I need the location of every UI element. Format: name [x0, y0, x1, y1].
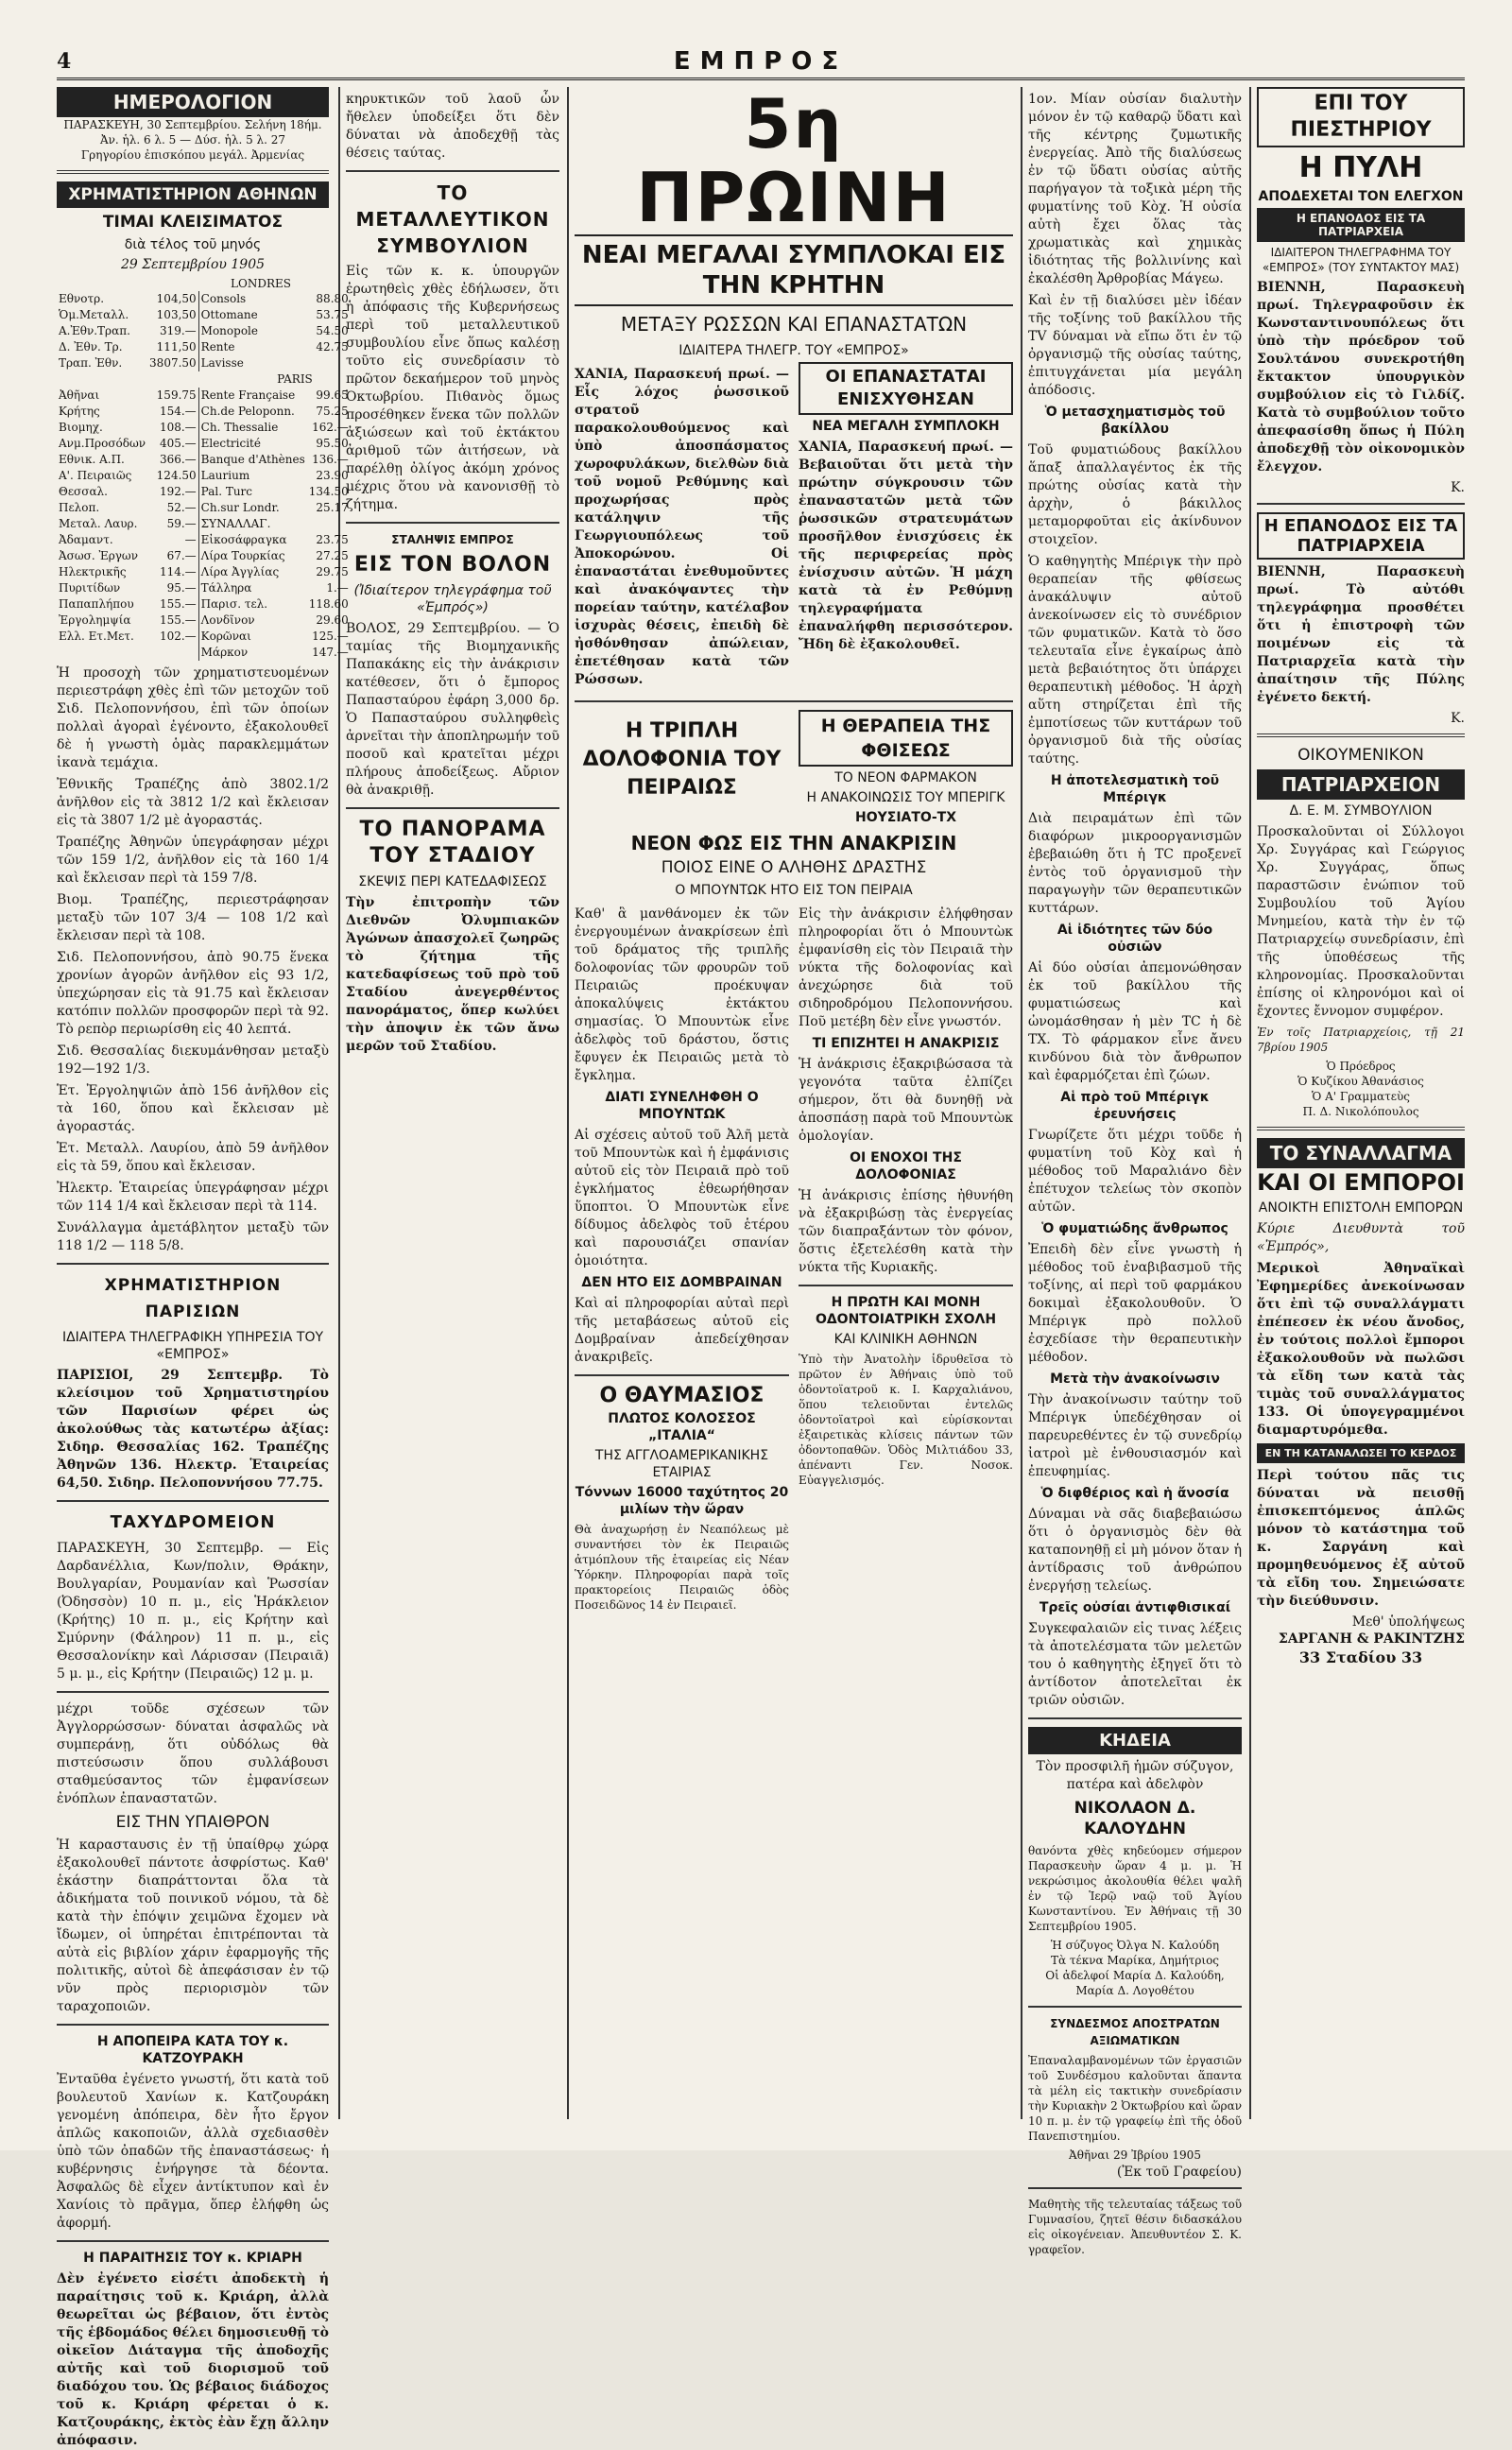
quote-value: 88.80: [316, 292, 349, 305]
quote-name: Lavisse: [198, 355, 307, 371]
merchants-salutation: Κύριε Διευθυντὰ τοῦ «Ἐμπρός»,: [1257, 1221, 1465, 1254]
quote-name: Ch.de Peloponn.: [198, 404, 307, 420]
panorama-title: ΤΟ ΠΑΝΟΡΑΜΑ ΤΟΥ ΣΤΑΔΙΟΥ: [359, 818, 546, 868]
italia-sub3: Τόννων 16000 ταχύτητος 20 μιλίων τὴν ὥραν: [575, 1485, 789, 1517]
open-air-body: Ἡ καρασταυσις ἐν τῇ ὑπαίθρῳ χώρᾳ ἐξακολουθεῖ πάντοτε ἀσφρίστως. Καθ' ἑκάστην διαπράττονται ὅλα τὰ ἀδικήματα τοῦ ποινικοῦ νόμου, τὰ δὲ κατὰ τὴν ἐπόψιν χειμῶνα ἔχομεν νὰ ἴδωμεν, οἱ ὑπηρέται ἐπιτρέπονται τὰ αὐτὰ εἰς βιβλίον χάριν ἐφαρμογῆς τῆς πολιτικῆς, αὐτοὶ δὲ ἀπεφάσισαν ἐν τῷ νῦν πρὸς περιορισμὸν τῶν ταραχοποιῶν.: [57, 1838, 329, 2014]
col4-top-text: 1ον. Μίαν οὐσίαν διαλυτὴν μόνον ἐν τῷ καθαρῷ ὕδατι καὶ τῆς κέντρης ζυμωτικῆς ἐνεργείας. Ἀπὸ τῆς διαλύσεως ἐν τῷ ὕδατι οὐσίας αὐτῆς παρήγαγον τὰ τοξικὰ μέρη τῆς φυματίνης τοῦ Κὸχ. Ἡ οὐσία αὐτὴ ἔχει ὅλας τὰς χρωματικὰς καὶ χημικὰς ἰδιότητας τῆς βολλινίνης καὶ ἐκαλέσθη Ἀρθροβίας Μάγεω.: [1028, 92, 1242, 286]
piraeus-sub3: Ο ΜΠΟΥΝΤΩΚ ΗΤΟ ΕΙΣ ΤΟΝ ΠΕΙΡΑΙΑ: [675, 883, 913, 898]
quote-value: 134.50: [308, 485, 349, 498]
funeral-intro: Τὸν προσφιλῆ ἡμῶν σύζυγον, πατέρα καὶ ἀδελφὸν: [1036, 1759, 1234, 1792]
quote-name: Ch.sur Londr.: [198, 500, 307, 516]
quote-name: Ch. Thessalie: [198, 420, 307, 436]
therapy-p2: Ἐπειδὴ δὲν εἶνε γνωστὴ ἡ μέθοδος τοῦ ἐναβιβασμοῦ τῆς τοξίνης, αἱ περὶ τοῦ φαρμάκου δοκιμαὶ ἐξακολουθοῦν. Ὁ Μπέριγκ πρὸ πολλοῦ ἐσχεδίασε τὴν θεραπευτικὴν μέθοδον.: [1028, 1242, 1242, 1365]
veterans-sign: (Ἐκ τοῦ Γραφείου): [1116, 2165, 1242, 2180]
patriarchate-sign4: Π. Δ. Νικολόπουλος: [1302, 1105, 1419, 1118]
column-5: [1257, 87, 1465, 2119]
quote-row: [57, 580, 351, 596]
therapy-sub1: ΤΟ ΝΕΟΝ ΦΑΡΜΑΚΟΝ: [834, 770, 977, 785]
quote-row: [57, 612, 351, 629]
quote-name: Laurium: [198, 468, 307, 484]
funeral-title: ΚΗΔΕΙΑ: [1028, 1727, 1242, 1754]
quote-name: Banque d'Athènes: [198, 452, 307, 468]
merchants-title2: ΚΑΙ ΟΙ ΕΜΠΟΡΟΙ: [1257, 1169, 1465, 1196]
reinforce-subtitle: ΝΕΑ ΜΕΓΑΛΗ ΣΥΜΠΛΟΚΗ: [812, 419, 1000, 434]
quote-row: [57, 596, 351, 612]
quote-row: [57, 484, 351, 500]
quote-name: Θεσσαλ.: [59, 485, 108, 498]
lead-text: κηρυκτικῶν τοῦ λαοῦ ὧν ἤθελεν ὑποδείξει ὅτι δὲν δύναται νὰ ἀποδεχθῇ τὰς θέσεις ταύτας.: [346, 92, 559, 161]
volos-subtitle: (Ἰδιαίτερον τηλεγράφημα τοῦ «Ἐμπρός»): [353, 583, 552, 615]
quote-value: 102.—: [159, 630, 197, 643]
exchange-subtitle: ΤΙΜΑΙ ΚΛΕΙΣΙΜΑΤΟΣ: [102, 213, 284, 232]
accused-title: ΟΙ ΕΝΟΧΟΙ ΤΗΣ ΔΟΛΟΦΟΝΙΑΣ: [850, 1150, 962, 1182]
volos-title: ΕΙΣ ΤΟΝ ΒΟΛΟΝ: [353, 553, 552, 577]
therapy-p4-title: Τρεῖς οὐσίαι ἀντιφθισικαί: [1039, 1600, 1231, 1615]
funeral-children: Τὰ τέκνα Μαρίκα, Δημήτριος: [1050, 1954, 1220, 1967]
post-body: ΠΑΡΑΣΚΕΥΗ, 30 Σεπτεμβρ. — Εἰς Δαρδανέλλια, Κων/πολιν, Θράκην, Βουλγαρίαν, Ρουμανίαν καὶ Ῥωσσίαν (Ὀδησσὸν) 10 π. μ., εἰς Ἡράκλειον (Κρήτης) 10 π. μ., εἰς Κρήτην καὶ Σμύρνην (Φάληρον) 11 π. μ., εἰς Θεσσαλονίκην καὶ Λάρισσαν (Πειραιᾶ) 5 μ. μ., εἰς Κρήτην (Πειραιῶς) 12 μ. μ.: [57, 1541, 329, 1682]
piraeus-sub1: ΝΕΟΝ ΦΩΣ ΕΙΣ ΤΗΝ ΑΝΑΚΡΙΣΙΝ: [630, 832, 957, 854]
panorama-body: Τὴν ἐπιτροπὴν τῶν Διεθνῶν Ὀλυμπιακῶν Ἀγώνων ἀπασχολεῖ ζωηρῶς τὸ ζήτημα τῆς κατεδαφίσεως τοῦ πρὸ τοῦ Σταδίου ἀνεγερθέντος πανοράματος, ὅπερ κωλύει τὴν ἀποψιν ἐκ τῶν ἄνω μερῶν τοῦ Σταδίου.: [346, 895, 559, 1054]
page-header: [57, 45, 1465, 80]
funeral-siblings: Οἱ ἀδελφοί Μαρία Δ. Καλούδη, Μαρία Δ. Λογοθέτου: [1045, 1969, 1225, 1997]
col4-right-p2-title: Η ἀποτελεσματικὴ τοῦ Μπέριγκ: [1050, 773, 1220, 805]
column-1: [57, 87, 349, 2448]
quote-value: 114.—: [159, 565, 197, 578]
quote-value: 54.50: [316, 324, 349, 337]
quote-name: Ἀδαμαντ.: [59, 533, 113, 546]
col4-right-p0: Καὶ ἐν τῇ διαλύσει μὲν ἰδέαν τῆς τοξίνης τοῦ βακίλλου τῆς TV δύναμαι νὰ εἴπω ὅτι ἐν τῷ ὀργανισμῷ τῆς οὐσίας ταύτης, ἐπιτυγχάνεται μία μεγάλη ἀπόδοσις.: [1028, 293, 1242, 398]
exchange-paragraph: Ἑτ. Ἐργοληψιῶν ἀπὸ 156 ἀνῆλθον εἰς τὰ 160, ὅπου καὶ ἔκλεισαν μὲ ἀγοραστάς.: [57, 1083, 329, 1134]
mining-body: Εἰς τῶν κ. κ. ὑπουργῶν ἐρωτηθεὶς χθὲς ἐδήλωσεν, ὅτι ἡ ἀπόφασις τῆς Κυβερνήσεως περὶ τοῦ μεταλλευτικοῦ συμβουλίου εἶνε ὅπως καλέσῃ τοῦτο εἰς συνεδρίασιν τὸ πρῶτον δεκαήμερον τοῦ μηνὸς Ὀκτωβρίου. Πιθανὸς ὅμως προσέθηκεν ἕνεκα τῶν πολλῶν ἀξιώσεων καὶ τοῦ ἐκτάκτου ἀριθμοῦ τῶν ἀιτήσεων, νὰ παρέλθῃ ὀλίγος ἀκόμη χρόνος μέχρις ὅτου νὰ κανονισθῇ τὸ ζήτημα.: [346, 264, 559, 512]
col4-right-p4-title: Μετὰ τὴν ἀνακοίνωσιν: [1050, 1372, 1220, 1387]
quote-name: Monopole: [198, 323, 307, 339]
merchants-sub: ΑΝΟΙΚΤΗ ΕΠΙΣΤΟΛΗ ΕΜΠΟΡΩΝ: [1258, 1200, 1464, 1216]
col4-right-p1-title: Ὁ μετασχηματισμὸς τοῦ βακίλλου: [1044, 405, 1226, 437]
column-rule: [1249, 87, 1251, 2119]
piraeus-body-b: Εἰς τὴν ἀνάκρισιν ἐλήφθησαν πληροφορίαι ὅτι ὁ Μπουντὼκ ἐμφανίσθη εἰς τὸν Πειραιᾶ τὴν νύκτα τῆς δολοφονίας καὶ ἀνεχώρησε διὰ τοῦ σιδηροδρόμου Πελοποννήσου. Ποῦ μετέβη δὲν εἶνε γνωστόν.: [799, 906, 1013, 1029]
subcolumn-left: [575, 710, 789, 829]
quote-name: Electricité: [198, 436, 307, 452]
paris-exchange-subtitle: ΙΔΙΑΙΤΕΡΑ ΤΗΛΕΓΡΑΦΙΚΗ ΥΠΗΡΕΣΙΑ ΤΟΥ «ΕΜΠΡΟΣ»: [61, 1330, 324, 1362]
calendar-title: ΗΜΕΡΟΛΟΓΙΟΝ: [57, 87, 329, 117]
banner-credit: ΙΔΙΑΙΤΕΡΑ ΤΗΛΕΓΡ. ΤΟΥ «ΕΜΠΡΟΣ»: [679, 343, 909, 358]
quote-name: Λίρα Ἀγγλίας: [198, 564, 307, 580]
xania-body: ΧΑΝΙΑ, Παρασκευή πρωί. — Εἷς λόχος ῥωσσικοῦ στρατοῦ παρακολουθούμενος καὶ ὑπὸ ἀποσπάσματος χωροφυλάκων, διελθὼν διὰ τοῦ νομοῦ Ρεθύμνης καὶ προχωρήσας πρὸς κατάληψιν τῆς Γεωργιουπόλεως τοῦ Ἀποκορώνου. Οἱ ἐπαναστάται ἐνεθυμοῦντες καὶ ἀνακόψαντες τὴν πορείαν ταύτην, κατέλαβον ἰσχυρὰς θέσεις, ἐπειδὴ δὲ ἠσθόνθησαν ἀπώλειαν, ἐπετέθησαν κατὰ τῶν Ρώσσων.: [575, 367, 789, 687]
col4-right-p3-title: Αἱ πρὸ τοῦ Μπέριγκ ἐρευνήσεις: [1060, 1090, 1210, 1122]
quote-value: 23.90: [316, 469, 349, 482]
quote-value: [147, 645, 198, 661]
return-sign: Κ.: [1451, 711, 1465, 726]
patriarchate-place: Ἐν τοῖς Πατριαρχείοις, τῇ 21 7βρίου 1905: [1257, 1026, 1465, 1054]
quote-name: Εἰκοσάφραγκα: [198, 532, 307, 548]
calendar-line: Ἀν. ἡλ. 6 λ. 5 — Δύσ. ἡλ. 5 λ. 27: [99, 133, 286, 147]
quote-value: 192.—: [159, 485, 197, 498]
paris-label: PARIS: [277, 372, 313, 386]
quote-value: 124.50: [156, 469, 197, 482]
quote-name: Ανμ.Προσόδων: [59, 437, 146, 450]
no-bomb-body: Καὶ αἱ πληροφορίαι αὐταὶ περὶ τῆς μεταβάσεως αὐτοῦ εἰς Δομβραίναν ἀπεδείχθησαν ἀνακριβεῖς.: [575, 1296, 789, 1365]
quote-row: [57, 339, 351, 355]
quote-name: Ὁμ.Μεταλλ.: [59, 308, 129, 321]
quote-value: 155.—: [159, 597, 197, 611]
quote-row: [57, 404, 351, 420]
therapy-sub2: Η ΑΝΑΚΟΙΝΩΣΙΣ ΤΟΥ ΜΠΕΡΙΓΚ: [806, 790, 1005, 805]
quote-name: Δ. Ἐθν. Τρ.: [59, 340, 123, 354]
quote-value: 59.—: [166, 517, 197, 530]
merchants-sub2: ΕΝ ΤΗ ΚΑΤΑΝΑΛΩΣΕΙ ΤΟ ΚΕΡΔΟΣ: [1257, 1443, 1465, 1463]
quote-value: 29.60: [316, 613, 349, 627]
quote-value: —: [184, 533, 197, 546]
quote-value: 154.—: [159, 405, 197, 418]
quote-row: [57, 548, 351, 564]
london-label: LONDRES: [231, 277, 291, 290]
kriari-title: Η ΠΑΡΑΙΤΗΣΙΣ ΤΟΥ κ. ΚΡΙΑΡΗ: [83, 2251, 302, 2266]
column-3: [575, 84, 1013, 2119]
quote-row: [57, 323, 351, 339]
page-number: 4: [57, 49, 72, 74]
vienna-title: ΕΠΙ ΤΟΥ ΠΙΕΣΤΗΡΙΟΥ: [1257, 87, 1465, 147]
volos-pre: ΣΤΑΛΗΨΙΣ ΕΜΠΡΟΣ: [391, 533, 514, 546]
quote-value: 75.25: [316, 405, 349, 418]
quote-name: Τάλληρα: [198, 580, 307, 596]
masthead: ΕΜΠΡΟΣ: [673, 47, 849, 76]
tutor-ad: Μαθητὴς τῆς τελευταίας τάξεως τοῦ Γυμνασίου, ζητεῖ θέσιν διδασκάλου εἰς οἰκογένειαν. Ἀπευθυντέον Σ. Κ. γραφεῖον.: [1028, 2198, 1242, 2256]
subcolumn-right: [799, 902, 1013, 1616]
quote-row: [57, 291, 351, 307]
col4-right-p2: Διὰ πειραμάτων ἐπὶ τῶν διαφόρων μικροοργανισμῶν ἐβεβαιώθη ὅτι ἡ TC προξενεῖ ἐντὸς τοῦ ὀργανισμοῦ τὴν παραγωγὴν τῶν θεραπευτικῶν κυττάρων.: [1028, 811, 1242, 916]
funeral-widow: Ἡ σύζυγος Ὀλγα Ν. Καλούδη: [1050, 1939, 1220, 1952]
quote-row: [57, 420, 351, 436]
mining-title: ΤΟ ΜΕΤΑΛΛΕΥΤΙΚΟΝ ΣΥΜΒΟΥΛΙΟΝ: [355, 181, 550, 257]
kriari-body: Δὲν ἐγένετο εἰσέτι ἀποδεκτὴ ἡ παραίτησις τοῦ κ. Κριάρη, ἀλλὰ θεωρεῖται ὡς βέβαιον, ὅτι ἐντὸς τῆς ἑβδομάδος θέλει δημοσιευθῇ τὸ οἰκεῖον Διάταγμα τῆς ἀποδοχῆς αὐτῆς καὶ τοῦ διορισμοῦ τοῦ διαδόχου του. Ὡς βέβαιος διάδοχος τοῦ κ. Κριάρη φέρεται ὁ κ. Κατζουράκης, ἐκτὸς ἐὰν ἔχῃ ἄλλην ἀπόφασιν.: [57, 2271, 329, 2448]
quote-name: Ἀθῆναι: [59, 388, 100, 402]
exchange-paragraph: Ἑτ. Μεταλλ. Λαυρίου, ἀπὸ 59 ἀνῆλθον εἰς τὰ 59, ὅπου καὶ ἔκλεισαν.: [57, 1141, 329, 1174]
quote-name: Λίρα Τουρκίας: [198, 548, 307, 564]
quote-row: [57, 516, 351, 532]
quote-value: 29.75: [316, 565, 349, 578]
vienna-credit: ΙΔΙΑΙΤΕΡΟΝ ΤΗΛΕΓΡΑΦΗΜΑ ΤΟΥ «ΕΜΠΡΟΣ» (ΤΟΥ ΣΥΝΤΑΚΤΟΥ ΜΑΣ): [1262, 246, 1460, 274]
quote-value: 125.—: [312, 630, 349, 643]
panorama-subtitle: ΣΚΕΨΙΣ ΠΕΡΙ ΚΑΤΕΔΑΦΙΣΕΩΣ: [358, 874, 547, 889]
quote-value: 366.—: [159, 453, 197, 466]
vienna-sub1: Η ΠΥΛΗ: [1298, 151, 1423, 184]
quote-row: [57, 564, 351, 580]
main-subhead: ΜΕΤΑΞΥ ΡΩΣΣΩΝ ΚΑΙ ΕΠΑΝΑΣΤΑΤΩΝ: [620, 313, 968, 336]
quote-value: 27.25: [316, 549, 349, 562]
quotes-table: [57, 291, 351, 661]
exchange-paragraph: Τραπέζης Ἀθηνῶν ὑπεγράφησαν μέχρι τῶν 159 1/2, ἀνῆλθον εἰς τὰ 160 1/4 καὶ ἔκλεισαν περὶ τὰ 159 7/8.: [57, 835, 329, 886]
column-rule: [1021, 87, 1022, 2119]
investigation-title: ΤΙ ΕΠΙΖΗΤΕΙ Η ΑΝΑΚΡΙΣΙΣ: [812, 1036, 1000, 1051]
quote-name: Ottomane: [198, 307, 307, 323]
therapy-p3-title: Ὁ διφθέριος καὶ ἡ ἄνοσία: [1040, 1486, 1229, 1501]
italia-sub1: ΠΛΩΤΟΣ ΚΟΛΟΣΣΟΣ „ΙΤΑΛΙΑ“: [608, 1411, 756, 1443]
quote-name: Κρήτης: [59, 405, 100, 418]
quote-name: Κορῶναι: [198, 629, 307, 645]
piraeus-title: Η ΤΡΙΠΛΗ ΔΟΛΟΦΟΝΙΑ ΤΟΥ ΠΕΙΡΑΙΩΣ: [582, 719, 782, 800]
quote-value: 25.17: [316, 501, 349, 514]
volos-body: ΒΟΛΟΣ, 29 Σεπτεμβρίου. — Ὁ ταμίας τῆς Βιομηχανικῆς Παπακάκης εἰς τὴν ἀνάκρισιν κατέθεσεν, ὅτι ὁ ἔμπορος Παπασταύρου ἐφάρη 3,000 δρ. Ὁ Παπασταύρου συλληφθεὶς ἀρνεῖται τὴν ἀποπληρωμήν τοῦ ποσοῦ καὶ κρατεῖται μέχρι πλήρους ἀποδείξεως. Αὔριον θὰ ἀνακριθῇ.: [346, 621, 559, 798]
return-title: Η ΕΠΑΝΟΔΟΣ ΕΙΣ ΤΑ ΠΑΤΡΙΑΡΧΕΙΑ: [1257, 512, 1465, 560]
quote-name: Τραπ. Ἐθν.: [59, 356, 123, 370]
vienna-sub2: ΑΠΟΔΕΧΕΤΑΙ ΤΟΝ ΕΛΕΓΧΟΝ: [1258, 189, 1464, 204]
quote-value: 53.75: [316, 308, 349, 321]
quote-value: 118.60: [308, 597, 349, 611]
why-title: ΔΙΑΤΙ ΣΥΝΕΛΗΦΘΗ Ο ΜΠΟΥΝΤΩΚ: [605, 1090, 759, 1122]
quote-value: 3807.50: [149, 356, 197, 370]
quote-value: 162.—: [312, 421, 349, 434]
exchange-title: ΧΡΗΜΑΤΙΣΤΗΡΙΟΝ ΑΘΗΝΩΝ: [57, 181, 329, 208]
main-headline: ΝΕΑΙ ΜΕΓΑΛΑΙ ΣΥΜΠΛΟΚΑΙ ΕΙΣ ΤΗΝ ΚΡΗΤΗΝ: [575, 234, 1013, 306]
quote-value: 1.—: [326, 581, 349, 595]
dental-title: Η ΠΡΩΤΗ ΚΑΙ ΜΟΝΗ ΟΔΟΝΤΟΙΑΤΡΙΚΗ ΣΧΟΛΗ: [815, 1295, 997, 1327]
quote-value: [307, 355, 351, 371]
veterans-date: Ἀθῆναι 29 Ἰβρίου 1905: [1069, 2148, 1201, 2162]
column-4: [1028, 87, 1242, 2256]
exchange-paragraph: Συνάλλαγμα ἀμετάβλητον μεταξὺ τῶν 118 1/2 — 118 5/8.: [57, 1220, 329, 1253]
quote-name: Βιομηχ.: [59, 421, 103, 434]
italia-title: Ο ΘΑΥΜΑΣΙΟΣ: [599, 1384, 765, 1407]
quote-row: [57, 307, 351, 323]
quote-row: [57, 468, 351, 484]
quote-row: [57, 355, 351, 371]
patriarchate-body: Προσκαλοῦνται οἱ Σύλλογοι Χρ. Συγγάρας καὶ Γεώργιος Χρ. Συγγάρας, ὅπως παραστῶσιν ἐνώπιον τοῦ Συμβουλίου τοῦ Ἁγίου Μνημείου, κατὰ τὴν ἐν τῷ Πατριαρχείῳ συνεδρίασιν, ἐπὶ τῆς ὑποθέσεως τῆς κληρονομίας. Προσκαλοῦνται ἐπίσης οἱ κληρονόμοι καὶ οἱ ἔχοντες ἔννομον συμφέρον.: [1257, 824, 1465, 1019]
quote-value: 95.50: [316, 437, 349, 450]
quote-name: Consols: [198, 291, 307, 307]
quote-name: Ἐργολημψία: [59, 613, 131, 627]
merchants-body2: Περὶ τούτου πᾶς τις δύναται νὰ πεισθῇ ἐπισκεπτόμενος ἁπλῶς μόνον τὸ κατάστημα τοῦ κ. Σαργάνη καὶ προμηθευόμενος ἐξ αὐτοῦ τὰ εἴδη του. Σημειώσατε τὴν διεύθυνσιν.: [1257, 1468, 1465, 1609]
veterans-title: ΣΥΝΔΕΣΜΟΣ ΑΠΟΣΤΡΑΤΩΝ ΑΞΙΩΜΑΤΙΚΩΝ: [1050, 2017, 1220, 2047]
exchange-note: διὰ τέλος τοῦ μηνός: [124, 237, 262, 252]
quote-name: Παρισ. τελ.: [198, 596, 307, 612]
quote-name: Μεταλ. Λαυρ.: [59, 517, 138, 530]
merchants-body: Μερικοὶ Ἀθηναϊκαὶ Ἐφημερίδες ἀνεκοίνωσαν ὅτι ἐπὶ τῷ συναλλάγματι ἐπέπεσεν ἐκ νέου ἄνοδος, ἐν τούτοις πολλοὶ ἔμποροι ἐξακολουθοῦν νὰ πωλῶσι τὰ εἴδη των κατὰ τὰς τιμὰς τοῦ συναλλάγματος 133. Οἱ ὑπογεγραμμένοι διαμαρτυρόμεθα.: [1257, 1261, 1465, 1438]
subcolumn-left: [575, 362, 789, 693]
col4-right-p1: Τοῦ φυματιώδους βακίλλου ἅπαξ ἀπαλλαγέντος ἐκ τῆς πρώτης οὐσίας κατὰ τὴν ἀρχὴν, ὁ βάκιλλος μεταμορφοῦται εἰς ἀκίνδυνον στοιχεῖον.: [1028, 442, 1242, 547]
merchants-title1: ΤΟ ΣΥΝΑΛΛΑΓΜΑ: [1257, 1138, 1465, 1168]
quote-name: Λονδῖνον: [198, 612, 307, 629]
quote-name: Rente: [198, 339, 307, 355]
quote-name: Ηλεκτρικῆς: [59, 565, 127, 578]
investigation-body: Ἡ ἀνάκρισις ἐξακριβώσασα τὰ γεγονότα ταῦτα ἐλπίζει σήμερον, ὅτι θὰ δυνηθῇ νὰ ἀποσπάσῃ παρὰ τοῦ Μπουντὼκ ὁμολογίαν.: [799, 1057, 1013, 1144]
patriarchate-sign2: Ὁ Κυζίκου Ἀθανάσιος: [1297, 1075, 1424, 1088]
quote-row: [57, 532, 351, 548]
quote-name: Ἀσωσ. Ἐργων: [59, 549, 139, 562]
quote-value: 111,50: [156, 340, 197, 354]
quote-value: 99.65: [316, 388, 349, 402]
edition-banner: 5η ΠΡΩΙΝΗ: [636, 84, 952, 237]
quote-name: Α.Ἐθν.Τραπ.: [59, 324, 130, 337]
quote-value: 103,50: [156, 308, 197, 321]
quote-name: Pal. Turc: [198, 484, 307, 500]
col4-right-p3: Γνωρίζετε ὅτι μέχρι τοῦδε ἡ φυματίνη τοῦ Κὸχ καὶ ἡ μέθοδος τοῦ Μαραλιάνο δὲν ἐπέτυχον τελείως τὸν σκοπὸν αὐτῶν.: [1028, 1128, 1242, 1215]
vienna-sign: Κ.: [1451, 480, 1465, 495]
quote-row: [57, 645, 351, 661]
patriarchate-title1: ΟΙΚΟΥΜΕΝΙΚΟΝ: [1297, 746, 1424, 765]
dental-body: Ὑπὸ τὴν Ἀνατολὴν ἱδρυθεῖσα τὸ πρῶτον ἐν Ἀθήναις ὑπὸ τοῦ ὀδοντοϊατροῦ κ. Ι. Καρχαλιάνου, ὅπου τελειοῦνται ἐντελῶς ὀδοντοϊατροὶ καὶ εὑρίσκονται ἐξαιρετικὰς κλίσεις πάντων τῶν ὀδοντοπαθῶν. Ὁδὸς Μιλτιάδου 33, ἀπέναντι Γεν. Νοσοκ. Εὐαγγελισμός.: [799, 1353, 1013, 1487]
patriarchate-title2: ΠΑΤΡΙΑΡΧΕΙΟΝ: [1257, 769, 1465, 800]
funeral-body: θανόντα χθὲς κηδεύομεν σήμερον Παρασκευὴν ὥραν 4 μ. μ. Ἡ νεκρώσιμος ἀκολουθία θέλει ψαλῆ ἐν τῷ Ἱερῷ ναῷ τοῦ Ἁγίου Κωνσταντίνου. Ἐν Ἀθήναις τῇ 30 Σεπτεμβρίου 1905.: [1028, 1844, 1242, 1933]
piraeus-sub2: ΠΟΙΟΣ ΕΙΝΕ Ο ΑΛΗΘΗΣ ΔΡΑΣΤΗΣ: [661, 858, 927, 877]
exchange-paragraph: Σιδ. Πελοποννήσου, ἀπὸ 90.75 ἕνεκα χρονίων ἀγορῶν ἀνῆλθον εἰς 93 1/2, ὑπεχώρησαν εἰς τὰ 91.75 καὶ ἔκλεισαν κατόπιν πολλῶν προσφορῶν περὶ τὰ 92. Τὸ ρεπὸρ περιωρίσθη εἰς 40 λεπτά.: [57, 950, 329, 1037]
exchange-paragraph: Ἐθνικῆς Τραπέζης ἀπὸ 3802.1/2 ἀνῆλθον εἰς τὰ 3812 1/2 καὶ ἔκλεισαν εἰς τὰ 3807 1/2 μὲ ἀγοραστάς.: [57, 777, 329, 828]
exchange-paragraph: Σιδ. Θεσσαλίας διεκυμάνθησαν μεταξὺ 192—192 1/3.: [57, 1044, 329, 1077]
column-2: [346, 87, 559, 2119]
calendar-line: ΠΑΡΑΣΚΕΥΗ, 30 Σεπτεμβρίου. Σελήνη 18ήμ.: [63, 118, 322, 131]
post-title: ΤΑΧΥΔΡΟΜΕΙΟΝ: [110, 1512, 276, 1532]
exchange-paragraph: Βιομ. Τραπέζης, περιεστράφησαν μεταξὺ τῶν 107 3/4 — 108 1/2 καὶ ἔκλεισαν περὶ τὰ 108.: [57, 892, 329, 943]
therapy-p4: Συγκεφαλαιῶν εἰς τινας λέξεις τὰ ἀποτελέσματα τῶν μελετῶν του ὁ καθηγητὴς ἐξηγεῖ ὅτι τὸ ἀντίδοτον ἀποτελεῖται ἐκ τριῶν οὐσιῶν.: [1028, 1621, 1242, 1708]
paris-label-row: [57, 371, 351, 388]
quote-row: [57, 629, 351, 645]
katzourakis-body: Ἐνταῦθα ἐγένετο γνωστή, ὅτι κατὰ τοῦ βουλευτοῦ Χανίων κ. Κατζουράκη γενομένη ἀπόπειρα, δὲν ἦτο ἔργον ἁπλῶς κακοποιῶν, ἀλλὰ σχεδιασθὲν ὑπὸ τῶν ὀπαδῶν τῆς ἐπαναστάσεως· ἡ κυβέρνησις ἐνήργησε τὰ δέοντα. Ἀσφαλῶς δὲ εἶχεν ἀντίκτυπον καὶ ἐν Χανίοις τὸ πρᾶγμα, ὅπερ ἐλήφθη ὡς ἀφορμή.: [57, 2072, 329, 2231]
quote-row: [57, 436, 351, 452]
quote-value: 319.—: [159, 324, 197, 337]
exchange-date: 29 Σεπτεμβρίου 1905: [120, 257, 266, 272]
quote-name: Α'. Πειραιῶς: [59, 469, 132, 482]
quote-value: 104,50: [156, 292, 197, 305]
italia-sub2: ΤΗΣ ΑΓΓΛΟΑΜΕΡΙΚΑΝΙΚΗΣ ΕΤΑΙΡΙΑΣ: [594, 1448, 769, 1480]
piraeus-body-a: Καθ' ἃ μανθάνομεν ἐκ τῶν ἐνεργουμένων ἀνακρίσεων ἐπὶ τοῦ δράματος τῆς τριπλῆς δολοφονίας τῶν φρουρῶν τοῦ Πειραιῶς προέκυψαν ἀποκαλύψεις ἐκτάκτου σημασίας. Ὁ Μπουντὼκ εἶνε ἀδελφὸς τοῦ δράστου, ὅστις ἔφυγεν ἐκ Πειραιῶς μετὰ τὸ ἔγκλημα.: [575, 906, 789, 1083]
paris-exchange-title: ΧΡΗΜΑΤΙΣΤΗΡΙΟΝ ΠΑΡΙΣΙΩΝ: [104, 1276, 282, 1321]
quote-value: 108.—: [159, 421, 197, 434]
therapy-body: Ὁ καθηγητὴς Μπέριγκ τὴν πρὸ θεραπείαν τῆς φθίσεως ἀνακάλυψιν αὐτοῦ ἀνεκοίνωσεν εἰς τὸ συνέδριον τῶν φυματικῶν. Κατὰ τὸ ὅσο τελευταῖα εἶνε ἐγκαίρως ἀπὸ μετὰ βεβαιότητος ὅτι ὑπάρχει θεραπευτικὴ μέθοδος. Ἡ ἀρχὴ αὕτη στηρίζεται ἐπὶ τῆς ἐμποτίσεως τῶν κυττάρων τοῦ ὀργανισμοῦ διὰ τῆς οὐσίας ταύτης.: [1028, 554, 1242, 767]
return-body: ΒΙΕΝΝΗ, Παρασκευὴ πρωί. Τὸ αὐτόθι τηλεγράφημα προσθέτει ὅτι ἡ ἐπιστροφὴ τῶν ποιμένων εἰς τὰ Πατριαρχεῖα κατὰ τὴν ἀπαίτησιν τῆς Πύλης ἐγένετο δεκτή.: [1257, 564, 1465, 705]
patriarchate-sign3: Ὁ Α' Γραμματεὺς: [1312, 1090, 1410, 1103]
quote-value: 405.—: [159, 437, 197, 450]
exchange-paragraph: Ἠλεκτρ. Ἑταιρείας ὑπεγράφησαν μέχρι τῶν 114 1/4 καὶ ἔκλεισαν περὶ τὰ 114.: [57, 1181, 329, 1214]
dental-sub: ΚΑΙ ΚΛΙΝΙΚΗ ΑΘΗΝΩΝ: [833, 1332, 978, 1347]
quote-value: 155.—: [159, 613, 197, 627]
quote-name: Εθνικ. Α.Π.: [59, 453, 125, 466]
paris-exchange-body: ΠΑΡΙΣΙΟΙ, 29 Σεπτεμβρ. Τὸ κλείσιμον τοῦ Χρηματιστηρίου τῶν Παρισίων φέρει ὡς ἀκολούθως τὰς κατωτέρω ἀξίας: Σιδηρ. Θεσσαλίας 162. Τραπέζης Ἀθηνῶν 136. Ηλεκτρ. Ἑταιρείας 64,50. Σιδηρ. Πελοποννήσου 77.75.: [57, 1368, 329, 1491]
no-bomb-title: ΔΕΝ ΗΤΟ ΕΙΣ ΔΟΜΒΡΑΙΝΑΝ: [581, 1275, 782, 1290]
quote-name: Ελλ. Ετ.Μετ.: [59, 630, 134, 643]
quote-row: [57, 500, 351, 516]
patriarchate-sign1: Ὁ Πρόεδρος: [1326, 1060, 1396, 1073]
katzourakis-title: Η ΑΠΟΠΕΙΡΑ ΚΑΤΑ ΤΟΥ κ. ΚΑΤΖΟΥΡΑΚΗ: [96, 2034, 289, 2066]
quote-value: 136.—: [312, 453, 349, 466]
therapy-p1: Αἱ δύο οὐσίαι ἀπεμονώθησαν ἐκ τοῦ βακίλλου τῆς φυματιώσεως καὶ ὠνομάσθησαν ἡ μὲν TC ἡ δὲ TX. Τὸ φάρμακον εἶνε ἄνευ κινδύνου διὰ τὸν ἄνθρωπον καὶ ἐφαρμόζεται ἐπὶ ζώων.: [1028, 960, 1242, 1083]
quote-value: 147.—: [312, 646, 349, 659]
subcolumn-left: [575, 902, 789, 1616]
merchants-sign3: 33 Σταδίου 33: [1298, 1648, 1423, 1666]
quote-row: [57, 452, 351, 468]
quote-name: Παπαπλήπου: [59, 597, 134, 611]
therapy-p2-title: Ὁ φυματιώδης ἄνθρωπος: [1041, 1221, 1228, 1236]
therapy-p1-title: Αἱ ἰδιότητες τῶν δύο οὐσιῶν: [1057, 923, 1213, 955]
veterans-body: Ἐπαναλαμβανομένων τῶν ἐργασιῶν τοῦ Συνδέσμου καλοῦνται ἅπαντα τὰ μέλη εἰς τακτικὴν συνεδρίασιν τὴν Κυριακὴν 2 Ὀκτωβρίου καὶ ὥραν 10 π. μ. ἐν τῷ γραφείῳ ἐπὶ τῆς ὁδοῦ Πανεπιστημίου.: [1028, 2054, 1242, 2143]
quote-value: 52.—: [166, 501, 197, 514]
quote-name: Πυριτίδων: [59, 581, 121, 595]
reinforce-body: ΧΑΝΙΑ, Παρασκευή πρωί. — Βεβαιοῦται ὅτι μετὰ τὴν πρώτην σύγκρουσιν τῶν ἐπαναστατῶν μετὰ τῶν ῥωσσικῶν στρατευμάτων προσῆλθον ἐνισχύσεις ἐκ τῆς περιφερείας πρὸς ἐνίσχυσιν αὐτῶν. Ἡ μάχη κατὰ τὰ ἐν Ρεθύμνῃ τηλεγραφήματα ἐπαναλήφθη περισσότερον. Ἤδη δὲ ἐξακολουθεῖ.: [799, 440, 1013, 652]
vienna-body: ΒΙΕΝΝΗ, Παρασκευὴ πρωί. Τηλεγραφοῦσιν ἐκ Κωνσταντινουπόλεως ὅτι ὑπὸ τὴν πρόεδρον τοῦ Σουλτάνου συνεκροτήθη ἔκτακτον ὑπουργικὸν συμβούλιον εἰς τὸ Γιλδίζ. Κατὰ τὸ συμβούλιον τοῦτο ἀπεφασίσθη ὅπως ἡ Πύλη ἀποδεχθῇ τὸν οἰκονομικὸν ἔλεγχον.: [1257, 280, 1465, 474]
quote-name: Rente Française: [198, 388, 307, 404]
quote-name: Πελοπ.: [59, 501, 100, 514]
quote-name: Εθνοτρ.: [59, 292, 105, 305]
subcolumn-right: [799, 362, 1013, 693]
therapy-p3: Δύναμαι νὰ σᾶς διαβεβαιώσω ὅτι ὁ ὀργανισμὸς δὲν θὰ καταπονηθῇ εἰ μὴ μόνον ὅταν ἡ ἀντίδρασις τοῦ ἀνθρώπου ἐνεργήσῃ τελείως.: [1028, 1507, 1242, 1594]
exchange-paragraph: Ἡ προσοχὴ τῶν χρηματιστευομένων περιεστράφη χθὲς ἐπὶ τῶν μετοχῶν τοῦ Σιδ. Πελοποννήσου, ἐπὶ τῶν ὁποίων πολλαὶ ἀγοραὶ ἐγένοντο, ἐξακολουθεῖ δὲ ἡ γνωστὴ ὁμὰς παρακλεμμάτων ἱκανὰ τεμάχια.: [57, 665, 329, 770]
funeral-name: ΝΙΚΟΛΑΟΝ Δ. ΚΑΛΟΥΔΗΝ: [1074, 1799, 1196, 1838]
calendar-line: Γρηγορίου ἐπισκόπου μεγάλ. Ἀρμενίας: [80, 148, 305, 162]
quote-value: 42.75: [316, 340, 349, 354]
accused-body: Ἡ ἀνάκρισις ἐπίσης ἠθυνήθη νὰ ἐξακριβώσῃ τὰς ἐνεργείας τῶν διαπραξάντων τὸν φόνον, ὅστις ἐξετελέσθη κατὰ τὴν νύκτα τῆς Κυριακῆς.: [799, 1188, 1013, 1275]
quote-value: 23.75: [316, 533, 349, 546]
patriarchate-sub: Δ. Ε. Μ. ΣΥΜΒΟΥΛΙΟΝ: [1289, 803, 1433, 819]
subcolumn-right: [799, 710, 1013, 829]
col4-right-p4: Τὴν ἀνακοίνωσιν ταύτην τοῦ Μπέριγκ ὑπεδέχθησαν οἱ παρευρεθέντες ἐν τῷ συνεδρίῳ ἰατροὶ μὲ ἐνθουσιασμόν καὶ ἐπευφημίας.: [1028, 1392, 1242, 1479]
quote-value: 159.75: [156, 388, 197, 402]
italia-body: Θὰ ἀναχωρήσῃ ἐν Νεαπόλεως μὲ συναντήσει τὸν ἐκ Πειραιῶς ἀτμόπλουν τῆς ἑταιρείας εἰς Νέαν Ὑόρκην. Πληροφορίαι παρὰ τοῖς πρακτορείοις Πειραιῶς ὁδὸς Ποσειδῶνος 14 ἐν Πειραιεῖ.: [575, 1523, 789, 1612]
continued-text: μέχρι τοῦδε σχέσεων τῶν Ἀγγλορρώσσων· δύναται ἀσφαλῶς νὰ συμπεράνῃ, ὅτι οὐδόλως θὰ πιστεύσωσιν ὅπου συλλάβουσι σταθμεύσαντος τῶν ἐμφανίσεων ἐνόπλων ἐπαναστατῶν.: [57, 1701, 329, 1806]
merchants-sign1: Μεθ' ὑπολήψεως: [1351, 1614, 1465, 1630]
therapy-title-placeholder: Η ΘΕΡΑΠΕΙΑ ΤΗΣ ΦΘΙΣΕΩΣ: [799, 710, 1013, 767]
reinforce-title: ΟΙ ΕΠΑΝΑΣΤΑΤΑΙ ΕΝΙΣΧΥΘΗΣΑΝ: [799, 362, 1013, 415]
open-air-title: ΕΙΣ ΤΗΝ ΥΠΑΙΘΡΟΝ: [115, 1813, 270, 1832]
vienna-sub3: Η ΕΠΑΝΟΔΟΣ ΕΙΣ ΤΑ ΠΑΤΡΙΑΡΧΕΙΑ: [1257, 208, 1465, 242]
merchants-sign2: ΣΑΡΓΑΝΗ & ΡΑΚΙΝΤΖΗΣ: [1278, 1631, 1465, 1647]
quote-value: [307, 516, 351, 532]
quote-value: 67.—: [166, 549, 197, 562]
quote-name: [57, 645, 147, 661]
quote-value: 95.—: [166, 581, 197, 595]
quote-name: ΣΥΝΑΛΛΑΓ.: [198, 516, 307, 532]
therapy-sub3: ΗΟΥΣΙΑΤΟ-ΤΧ: [855, 810, 956, 825]
quote-row: [57, 388, 351, 404]
column-rule: [567, 87, 569, 2119]
why-body: Αἱ σχέσεις αὐτοῦ τοῦ Ἀλῆ μετὰ τοῦ Μπουντὼκ καὶ ἡ ἐμφάνισις αὐτοῦ εἰς τὸν Πειραιᾶ πρὸ τοῦ ἐγκλήματος ἐθεωρήθησαν ὕποπτοι. Ὁ Μπουντὼκ εἶνε δίδυμος ἀδελφὸς τοῦ ἑτέρου καὶ παρουσιάζει σπανίαν ὁμοιότητα.: [575, 1128, 789, 1268]
quote-name: Μάρκον: [198, 645, 307, 661]
